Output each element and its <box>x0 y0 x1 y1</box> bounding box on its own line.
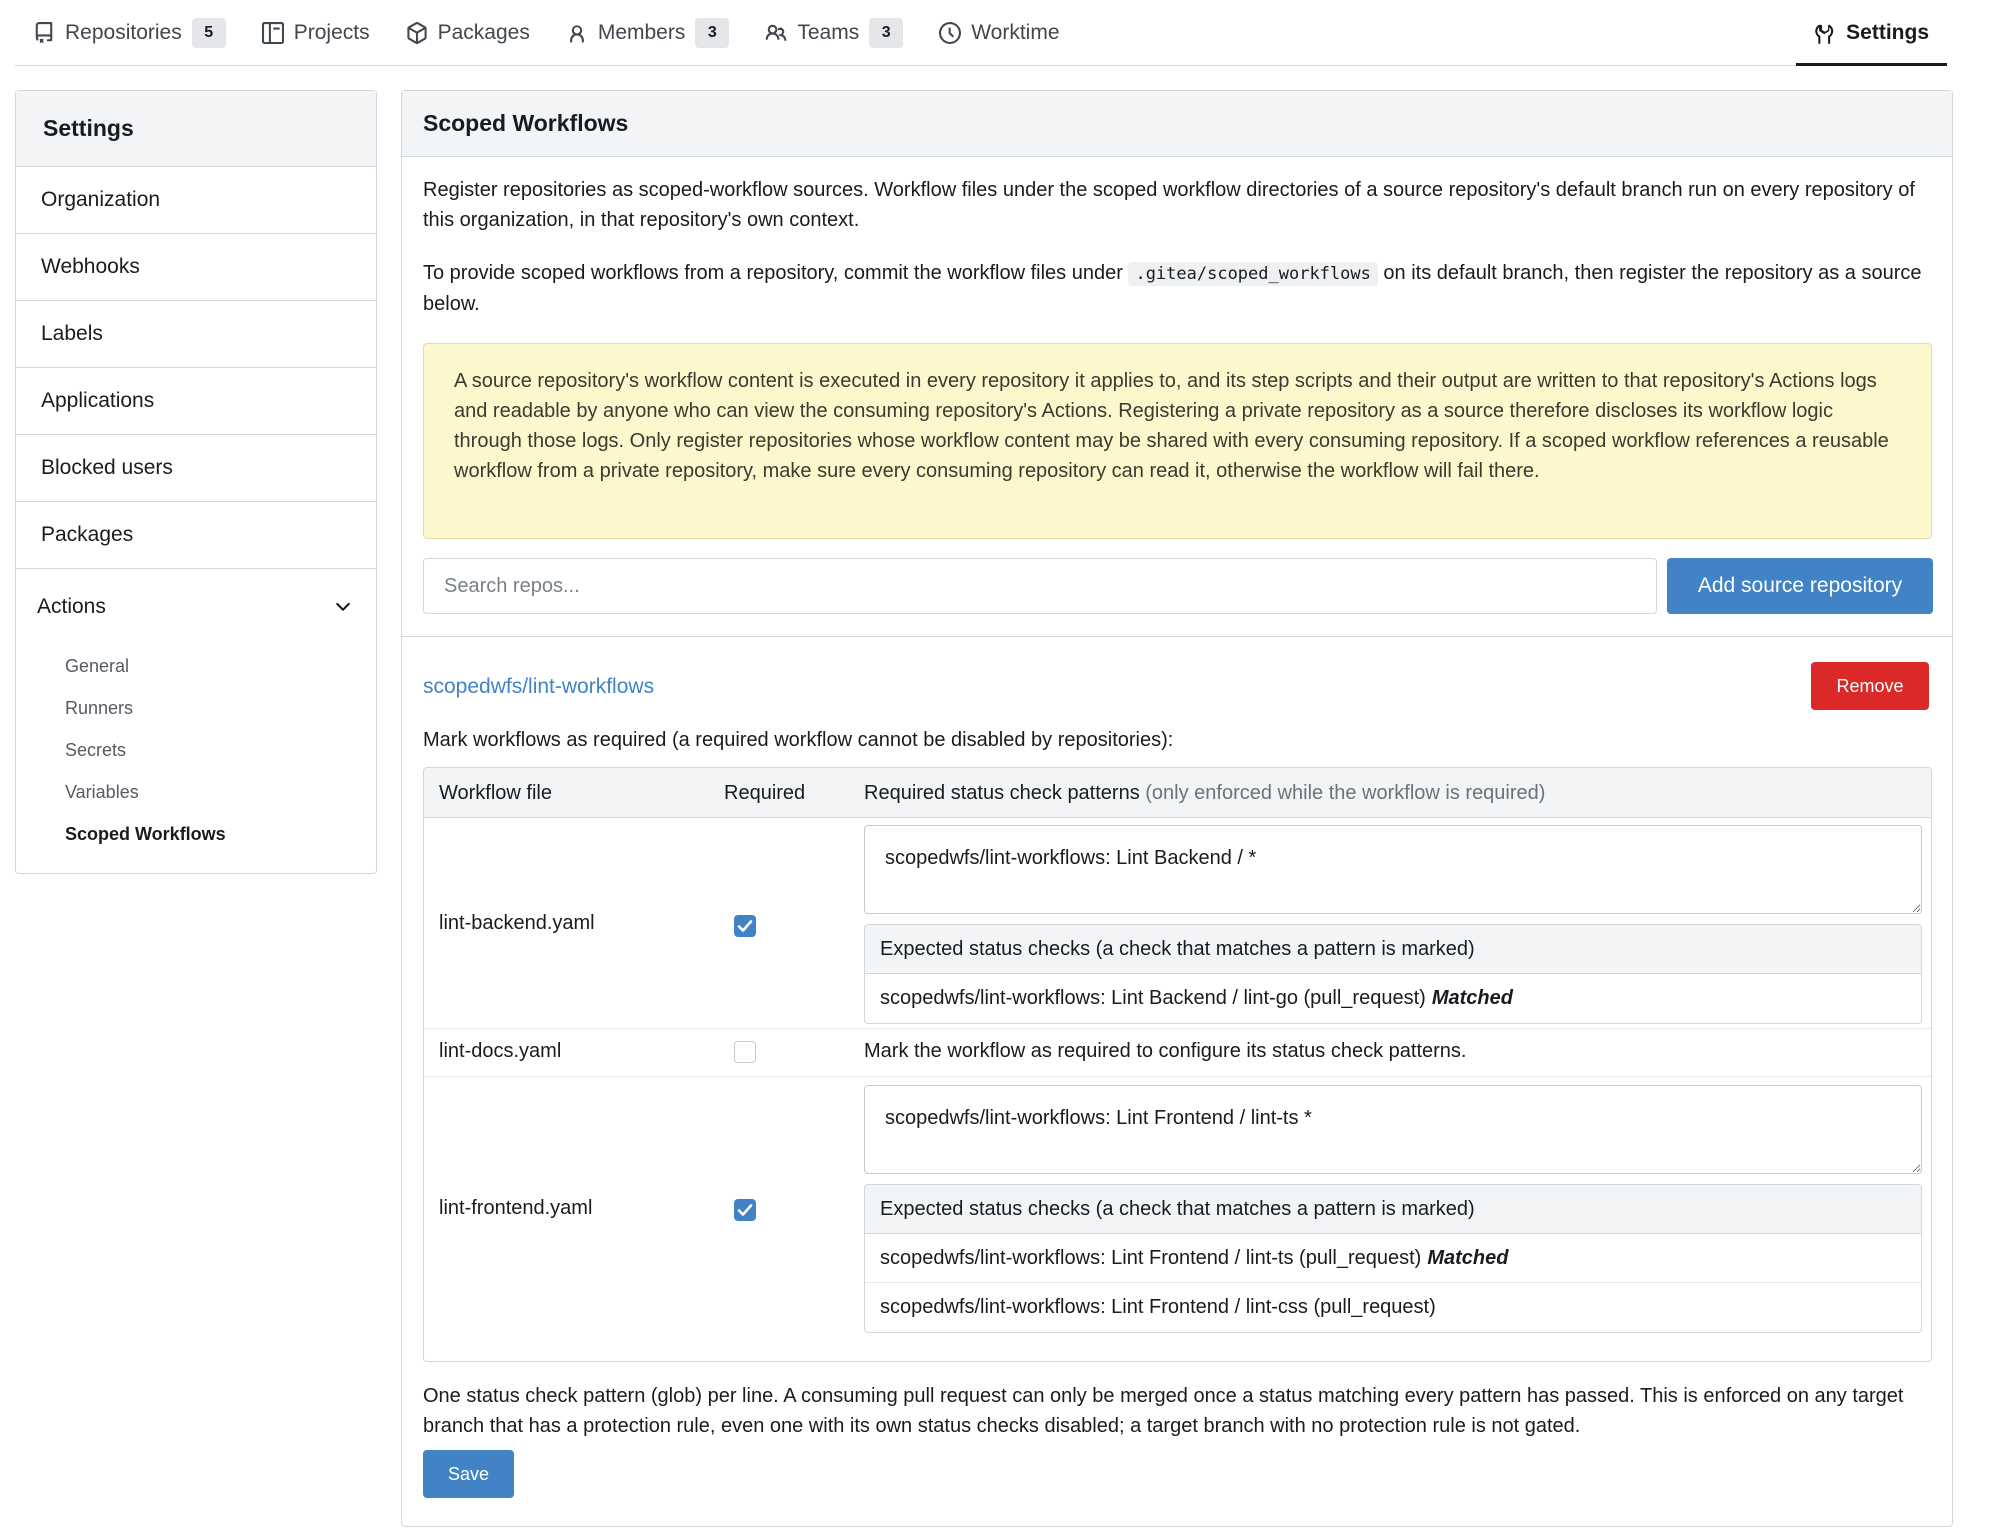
sidebar-sub-secrets[interactable]: Secrets <box>65 739 127 760</box>
nav-worktime-label: Worktime <box>971 20 1060 44</box>
status-check-name: scopedwfs/lint-workflows: Lint Frontend / lint-css (pull_request) <box>880 1296 1436 1318</box>
sidebar-item-webhooks[interactable]: Webhooks <box>16 234 376 301</box>
source-repo-link[interactable]: scopedwfs/lint-workflows <box>423 675 655 698</box>
scoped-workflows-path: .gitea/scoped_workflows <box>1128 262 1377 286</box>
sidebar-group-actions[interactable] <box>16 569 376 645</box>
workflow-file-name: lint-frontend.yaml <box>439 1197 593 1219</box>
required-checkbox[interactable] <box>734 915 756 937</box>
expected-status-checks <box>864 1184 1922 1333</box>
status-check-item <box>865 1283 1921 1332</box>
status-check-item <box>865 1234 1921 1283</box>
person-icon <box>566 22 588 44</box>
intro-text: Register repositories as scoped-workflow sources. Workflow files under the scoped workflow directories of a source repository's default branch run on every repository of this organization, in that repository's own context. <box>423 179 1915 231</box>
workflow-table <box>423 767 1932 1362</box>
package-icon <box>406 22 428 44</box>
workflow-file-name: lint-docs.yaml <box>439 1040 562 1062</box>
clock-icon <box>939 22 961 44</box>
sidebar-item-labels[interactable]: Labels <box>16 301 376 368</box>
status-check-patterns-textarea[interactable] <box>864 825 1922 914</box>
sidebar-sub-runners[interactable]: Runners <box>65 697 134 718</box>
sidebar-sub-general[interactable]: General <box>65 655 130 676</box>
table-row <box>424 1029 1931 1077</box>
nav-packages-label: Packages <box>437 20 530 44</box>
status-check-name: scopedwfs/lint-workflows: Lint Backend / lint-go (pull_request) <box>880 987 1426 1009</box>
search-repos-input[interactable] <box>423 558 1657 614</box>
people-icon <box>765 22 787 44</box>
nav-settings-label: Settings <box>1846 20 1929 44</box>
patterns-help-text: One status check pattern (glob) per line. A consuming pull request can only be merged once a status matching every pattern has passed. This is enforced on any target branch that has a protection rule, even one with its own status checks disabled; a target branch with no protection rule is not gated. <box>423 1385 1904 1437</box>
required-hint: Mark the workflow as required to configure its status check patterns. <box>864 1040 1467 1062</box>
section-divider <box>402 636 1952 637</box>
status-check-patterns-textarea[interactable] <box>864 1085 1922 1174</box>
nav-packages[interactable] <box>388 0 548 65</box>
nav-teams[interactable] <box>747 0 921 65</box>
provide-text-before: To provide scoped workflows from a repository, commit the workflow files under <box>423 262 1129 284</box>
sidebar-item-applications[interactable]: Applications <box>16 368 376 435</box>
security-warning: A source repository's workflow content is executed in every repository it applies to, and its step scripts and their output are written to that repository's Actions logs and readable by anyone who can view the consuming repository's Actions. Registering a private repository as a source therefore discloses its workflow logic through those logs. Only register repositories whose workflow content may be shared with every consuming repository. If a scoped workflow references a reusable workflow from a private repository, make sure every consuming repository can read it, otherwise the workflow will fail there. <box>423 343 1932 539</box>
repositories-count-badge: 5 <box>192 18 226 48</box>
nav-projects-label: Projects <box>293 20 370 44</box>
sidebar-sub-scoped-workflows[interactable]: Scoped Workflows <box>65 823 226 844</box>
nav-repositories[interactable] <box>15 0 244 65</box>
workflow-table-header <box>424 768 1931 818</box>
matched-label: Matched <box>1431 987 1513 1009</box>
sidebar-sub-variables[interactable]: Variables <box>65 781 139 802</box>
nav-teams-label: Teams <box>797 20 860 44</box>
checkmark-icon <box>734 1199 756 1221</box>
required-checkbox[interactable] <box>734 1041 756 1063</box>
sidebar-group-actions-label: Actions <box>37 595 106 618</box>
nav-projects[interactable] <box>244 0 388 65</box>
col-patterns-note: (only enforced while the workflow is required) <box>1145 782 1546 804</box>
repo-icon <box>33 22 55 44</box>
sidebar-title: Settings <box>16 91 376 167</box>
members-count-badge: 3 <box>695 18 729 48</box>
nav-members-label: Members <box>597 20 686 44</box>
expected-status-checks-title: Expected status checks (a check that matches a pattern is marked) <box>865 925 1921 974</box>
sidebar-item-blocked-users[interactable]: Blocked users <box>16 435 376 502</box>
col-required: Required <box>724 782 806 804</box>
remove-button[interactable]: Remove <box>1811 662 1929 710</box>
table-row <box>424 1077 1931 1362</box>
add-source-repository-button[interactable]: Add source repository <box>1667 558 1933 614</box>
table-row <box>424 818 1931 1029</box>
nav-members[interactable] <box>548 0 748 65</box>
tool-icon <box>1814 22 1836 44</box>
expected-status-checks <box>864 924 1922 1024</box>
sidebar-item-packages[interactable]: Packages <box>16 502 376 569</box>
expected-status-checks-title: Expected status checks (a check that matches a pattern is marked) <box>865 1185 1921 1234</box>
settings-sidebar <box>15 90 377 874</box>
provide-text-after: on its default branch, then register the repository as a source below. <box>423 262 1922 315</box>
nav-repositories-label: Repositories <box>65 20 182 44</box>
nav-worktime[interactable] <box>921 0 1077 65</box>
provide-text <box>423 258 1933 319</box>
required-checkbox[interactable] <box>734 1199 756 1221</box>
sidebar-item-organization[interactable]: Organization <box>16 167 376 234</box>
project-icon <box>262 22 284 44</box>
chevron-down-icon <box>332 596 354 618</box>
matched-label: Matched <box>1427 1246 1509 1269</box>
col-patterns <box>864 782 1545 805</box>
scoped-workflows-panel <box>401 90 1953 1527</box>
save-button[interactable]: Save <box>423 1450 514 1498</box>
nav-settings[interactable] <box>1796 0 1947 65</box>
col-patterns-label: Required status check patterns <box>864 782 1140 804</box>
col-workflow-file: Workflow file <box>439 782 552 804</box>
mark-required-text: Mark workflows as required (a required workflow cannot be disabled by repositories): <box>423 729 1174 751</box>
page-title: Scoped Workflows <box>402 91 1952 157</box>
workflow-file-name: lint-backend.yaml <box>439 912 595 934</box>
status-check-item <box>865 974 1921 1023</box>
checkmark-icon <box>734 915 756 937</box>
status-check-name: scopedwfs/lint-workflows: Lint Frontend / lint-ts (pull_request) <box>880 1246 1422 1269</box>
teams-count-badge: 3 <box>869 18 903 48</box>
org-nav <box>15 0 1947 66</box>
